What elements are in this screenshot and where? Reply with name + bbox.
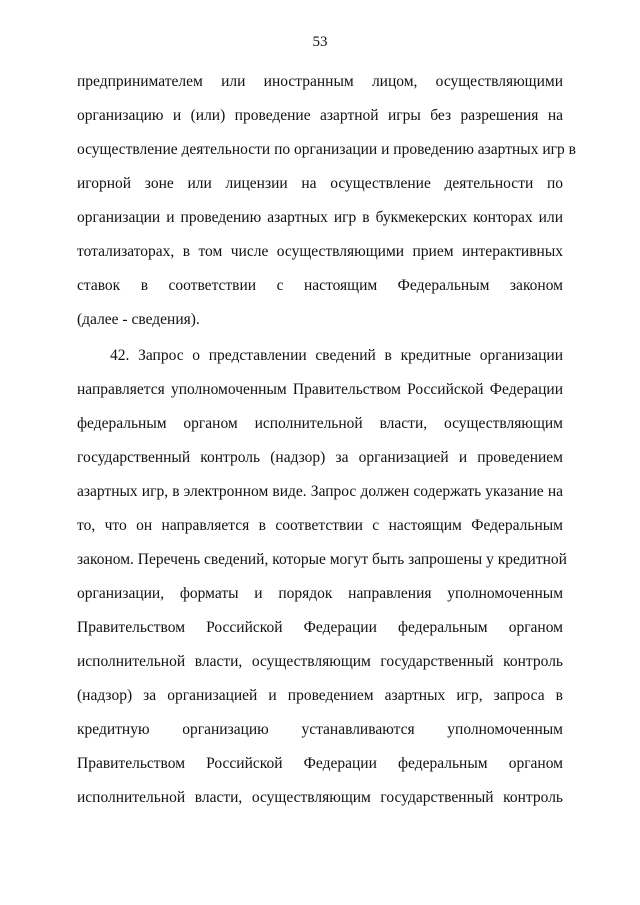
text-line: предпринимателем или иностранным лицом, осуществляющими xyxy=(77,73,563,90)
text-line: азартных игр, в электронном виде. Запрос должен содержать указание на xyxy=(77,483,563,500)
text-line: (далее - сведения). xyxy=(77,311,200,328)
text-line: Правительством Российской Федерации федеральным органом xyxy=(77,755,563,772)
text-line: федеральным органом исполнительной власти, осуществляющим xyxy=(77,415,563,432)
text-line: направляется уполномоченным Правительством Российской Федерации xyxy=(77,381,563,398)
text-line: ставок в соответствии с настоящим Федеральным законом xyxy=(77,277,563,294)
paragraph-first-line: 42. Запрос о представлении сведений в кредитные организации xyxy=(110,347,563,364)
text-line: игорной зоне или лицензии на осуществление деятельности по xyxy=(77,175,563,192)
text-line: исполнительной власти, осуществляющим государственный контроль xyxy=(77,789,563,806)
text-line: государственный контроль (надзор) за организацией и проведением xyxy=(77,449,563,466)
text-line: организацию и (или) проведение азартной игры без разрешения на xyxy=(77,107,563,124)
text-line: осуществление деятельности по организации и проведению азартных игр в xyxy=(77,141,576,158)
text-line: кредитную организацию устанавливаются уполномоченным xyxy=(77,721,563,738)
text-line: Правительством Российской Федерации федеральным органом xyxy=(77,619,563,636)
text-line: (надзор) за организацией и проведением азартных игр, запроса в xyxy=(77,687,563,704)
page-number: 53 xyxy=(312,34,328,50)
text-line: организации, форматы и порядок направления уполномоченным xyxy=(77,585,563,602)
text-line: тотализаторах, в том числе осуществляющими прием интерактивных xyxy=(77,243,563,260)
text-line: то, что он направляется в соответствии с настоящим Федеральным xyxy=(77,517,563,534)
text-line: законом. Перечень сведений, которые могут быть запрошены у кредитной xyxy=(77,551,567,568)
text-line: организации и проведению азартных игр в букмекерских конторах или xyxy=(77,209,563,226)
text-line: исполнительной власти, осуществляющим государственный контроль xyxy=(77,653,563,670)
